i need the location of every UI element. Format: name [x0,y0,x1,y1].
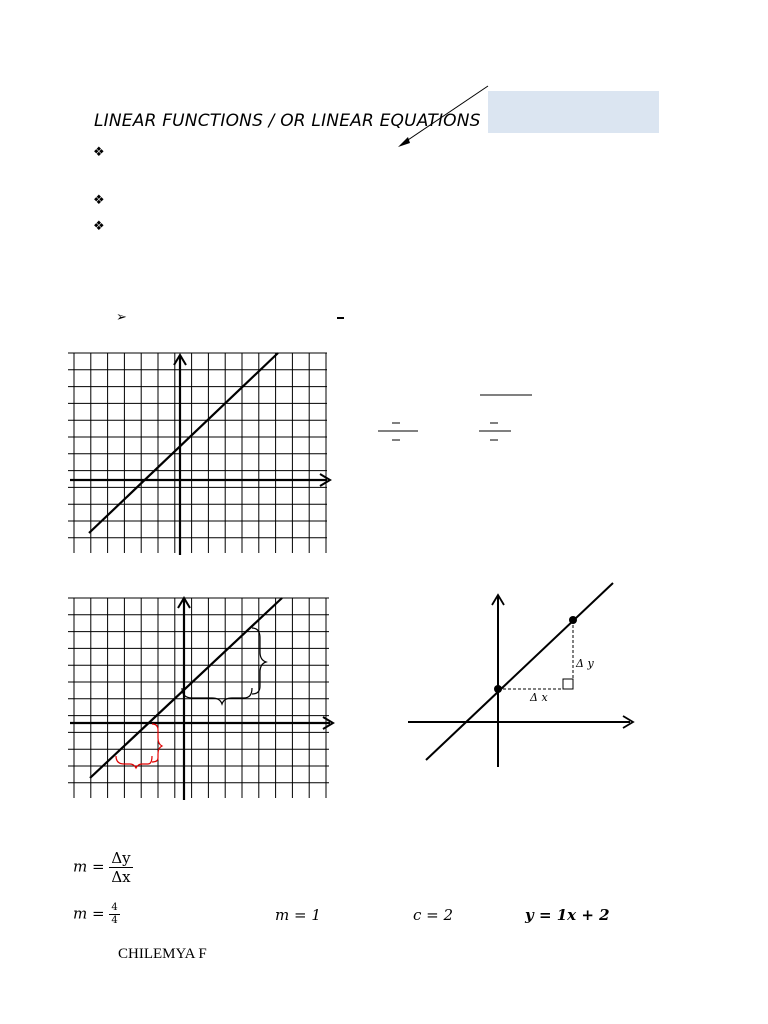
highlight-box [488,91,659,133]
formula-denominator: Δx [111,868,131,886]
graph-2 [62,590,342,805]
formula-lhs: m = [73,857,105,876]
pointer-arrow [390,80,500,155]
value-lhs: m = [73,904,105,923]
gradient-value [73,902,120,927]
diamond-bullet-icon: ❖ [93,193,105,208]
page-title: LINEAR FUNCTIONS / OR LINEAR EQUATIONS [94,111,481,131]
value-denominator: 4 [111,915,118,926]
gradient-formula [73,849,133,886]
c-result: c = 2 [413,906,454,924]
author-footer: CHILEMYA F [118,946,207,962]
arrow-bullet-icon: ➢ [116,310,127,325]
graph-1 [62,345,342,560]
diamond-bullet-icon: ❖ [93,219,105,234]
fraction-marks [370,385,540,445]
dy-label: Δ y [576,657,594,670]
line-equation: y = 1x + 2 [525,906,610,924]
value-numerator: 4 [111,902,118,913]
dx-label: Δ x [530,691,548,704]
dash-mark [337,317,344,319]
formula-numerator: Δy [111,849,131,867]
diamond-bullet-icon: ❖ [93,145,105,160]
m-result: m = 1 [275,906,321,924]
slope-diagram [400,575,650,775]
